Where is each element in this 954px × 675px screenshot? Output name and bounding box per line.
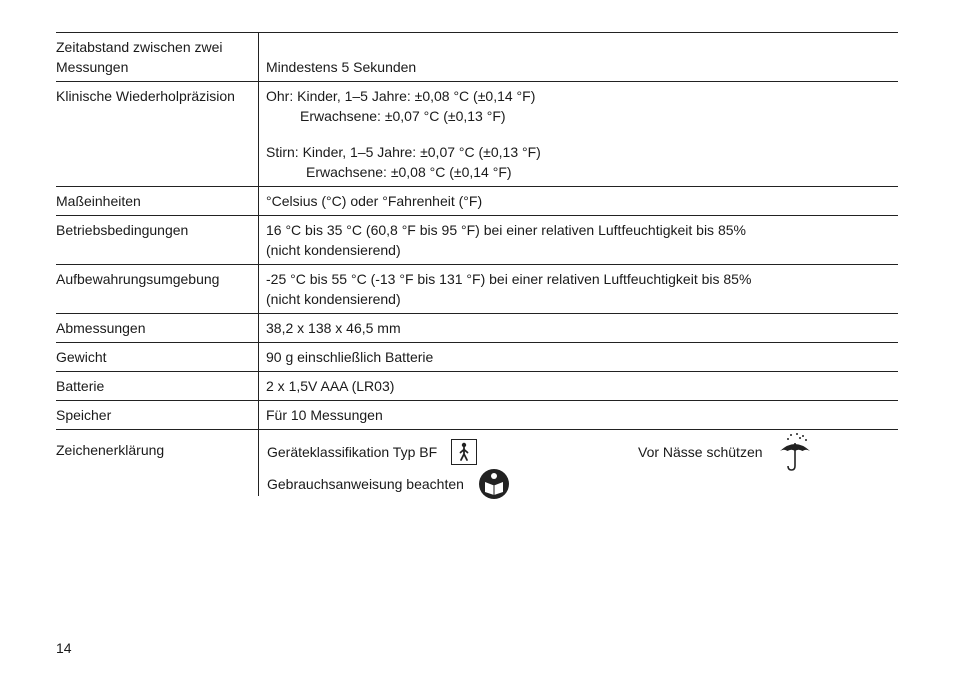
table-row xyxy=(56,216,898,265)
row-label: Maßeinheiten xyxy=(56,193,141,209)
table-row xyxy=(56,265,898,314)
forehead-line-1: Stirn: Kinder, 1–5 Jahre: ±0,07 °C (±0,13 °F) xyxy=(266,144,541,160)
table-row xyxy=(56,314,898,343)
row-label: Aufbewahrungsumgebung xyxy=(56,271,220,287)
row-value xyxy=(258,430,898,496)
table-row xyxy=(56,82,898,187)
value-line-1: 16 °C bis 35 °C (60,8 °F bis 95 °F) bei einer relativen Luftfeuchtigkeit bis 85% xyxy=(266,222,746,238)
ear-line-1: Ohr: Kinder, 1–5 Jahre: ±0,08 °C (±0,14 °F) xyxy=(266,88,536,104)
row-label xyxy=(56,33,258,81)
row-value: 90 g einschließlich Batterie xyxy=(258,343,898,371)
symbol-line-moisture xyxy=(638,436,813,468)
row-value: 2 x 1,5V AAA (LR03) xyxy=(258,372,898,400)
row-label: Gewicht xyxy=(56,349,107,365)
row-value xyxy=(258,216,898,264)
row-value xyxy=(258,265,898,313)
table-row xyxy=(56,372,898,401)
row-value: Für 10 Messungen xyxy=(258,401,898,429)
row-label xyxy=(56,430,258,496)
symbol-bf-label: Geräteklassifikation Typ BF xyxy=(267,444,438,460)
label-text: Zeichenerklärung xyxy=(56,442,165,458)
umbrella-rain-icon xyxy=(777,432,813,472)
table-row xyxy=(56,343,898,372)
symbol-moisture-label: Vor Nässe schützen xyxy=(638,444,763,460)
table-row xyxy=(56,32,898,82)
symbol-line-manual xyxy=(267,468,510,500)
specifications-table xyxy=(56,32,898,496)
row-label: Betriebsbedingungen xyxy=(56,222,189,238)
row-label: Speicher xyxy=(56,407,112,423)
value-text: Mindestens 5 Sekunden xyxy=(266,59,417,75)
row-value xyxy=(258,82,898,186)
page-number: 14 xyxy=(56,640,72,656)
forehead-line-2: Erwachsene: ±0,08 °C (±0,14 °F) xyxy=(306,164,512,180)
type-bf-person-icon xyxy=(451,439,477,465)
label-text: Zeitabstand zwischen zwei Messungen xyxy=(56,39,223,75)
table-row xyxy=(56,430,898,496)
row-label: Batterie xyxy=(56,378,105,394)
value-line-2: (nicht kondensierend) xyxy=(266,291,401,307)
table-row xyxy=(56,186,898,216)
row-value xyxy=(258,33,898,81)
row-label: Abmessungen xyxy=(56,320,146,336)
row-value: 38,2 x 138 x 46,5 mm xyxy=(258,314,898,342)
read-manual-icon xyxy=(478,468,510,500)
ear-line-2: Erwachsene: ±0,07 °C (±0,13 °F) xyxy=(300,108,506,124)
row-value: °Celsius (°C) oder °Fahrenheit (°F) xyxy=(258,187,898,215)
symbol-line-bf xyxy=(267,436,477,468)
value-line-1: -25 °C bis 55 °C (-13 °F bis 131 °F) bei einer relativen Luftfeuchtigkeit bis 85% xyxy=(266,271,752,287)
value-line-2: (nicht kondensierend) xyxy=(266,242,401,258)
symbol-manual-label: Gebrauchsanweisung beachten xyxy=(267,476,464,492)
row-label: Klinische Wiederholpräzision xyxy=(56,88,235,104)
table-row xyxy=(56,401,898,430)
